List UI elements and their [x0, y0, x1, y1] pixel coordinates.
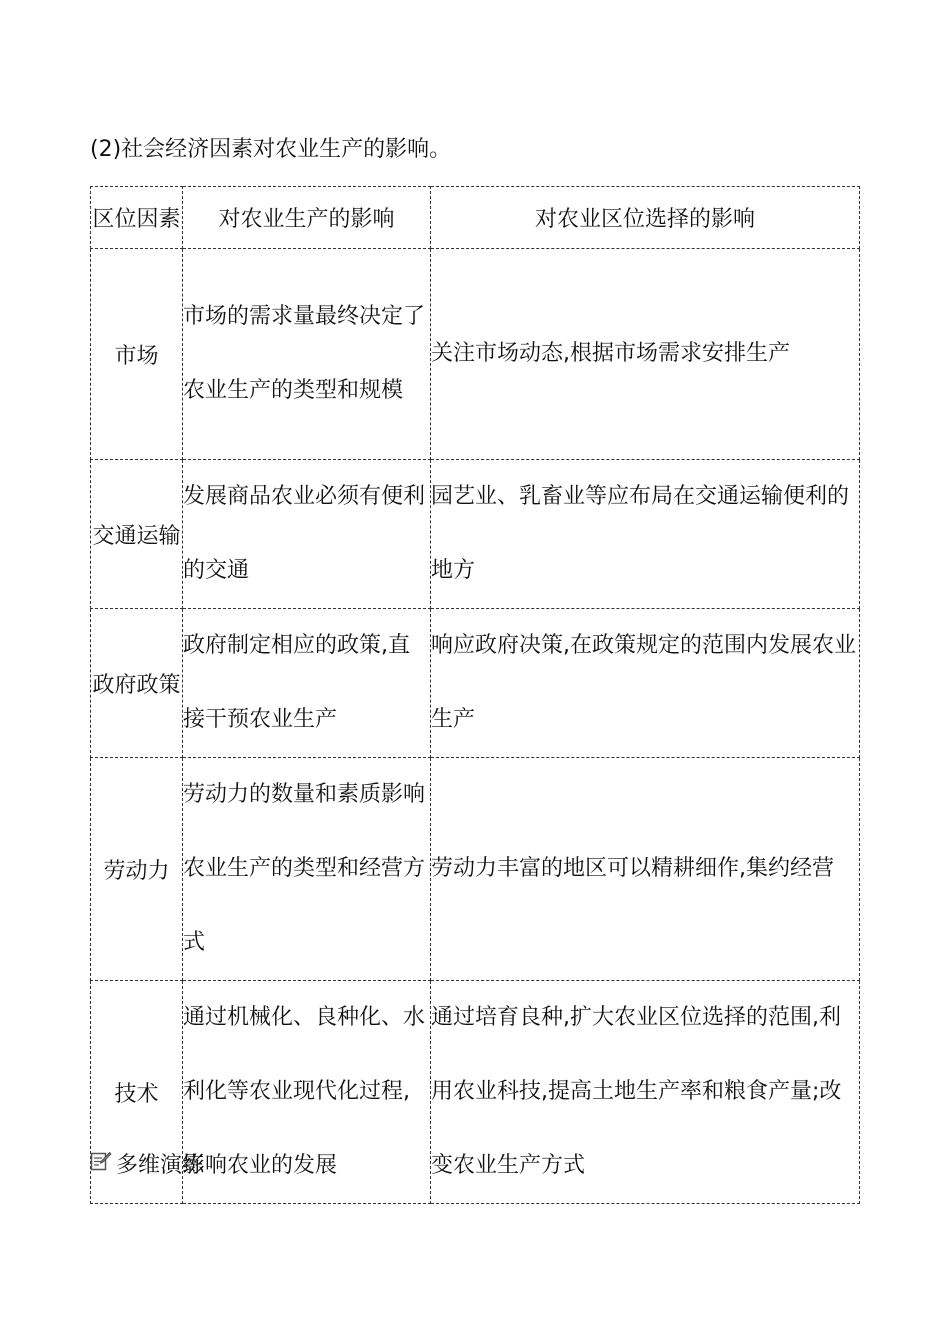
header-location: 对农业区位选择的影响	[431, 187, 860, 249]
table-header-row	[91, 187, 860, 249]
factor-cell: 交通运输	[91, 460, 183, 609]
location-cell: 园艺业、乳畜业等应布局在交通运输便利的地方	[431, 460, 860, 609]
practice-section-label	[90, 1150, 204, 1181]
impact-cell: 劳动力的数量和素质影响农业生产的类型和经营方式	[183, 758, 431, 981]
impact-cell: 政府制定相应的政策,直接干预农业生产	[183, 609, 431, 758]
header-factor: 区位因素	[91, 187, 183, 249]
factor-cell: 劳动力	[91, 758, 183, 981]
location-cell: 关注市场动态,根据市场需求安排生产	[431, 249, 860, 460]
table-row	[91, 758, 860, 981]
impact-cell: 市场的需求量最终决定了农业生产的类型和规模	[183, 249, 431, 460]
location-cell: 通过培育良种,扩大农业区位选择的范围,利用农业科技,提高土地生产率和粮食产量;改变农业生产方式	[431, 981, 860, 1204]
table-row	[91, 249, 860, 460]
practice-label: 多维演练	[116, 1152, 205, 1178]
table-row	[91, 609, 860, 758]
note-pencil-icon	[90, 1150, 116, 1181]
section-heading: (2)社会经济因素对农业生产的影响。	[90, 137, 452, 162]
impact-cell: 通过机械化、良种化、水利化等农业现代化过程,影响农业的发展	[183, 981, 431, 1204]
table-row	[91, 981, 860, 1204]
factor-cell: 政府政策	[91, 609, 183, 758]
factor-cell: 技术	[91, 981, 183, 1204]
factor-cell: 市场	[91, 249, 183, 460]
factors-table	[90, 186, 860, 1204]
location-cell: 劳动力丰富的地区可以精耕细作,集约经营	[431, 758, 860, 981]
location-cell: 响应政府决策,在政策规定的范围内发展农业生产	[431, 609, 860, 758]
impact-cell: 发展商品农业必须有便利的交通	[183, 460, 431, 609]
table-row	[91, 460, 860, 609]
header-impact: 对农业生产的影响	[183, 187, 431, 249]
